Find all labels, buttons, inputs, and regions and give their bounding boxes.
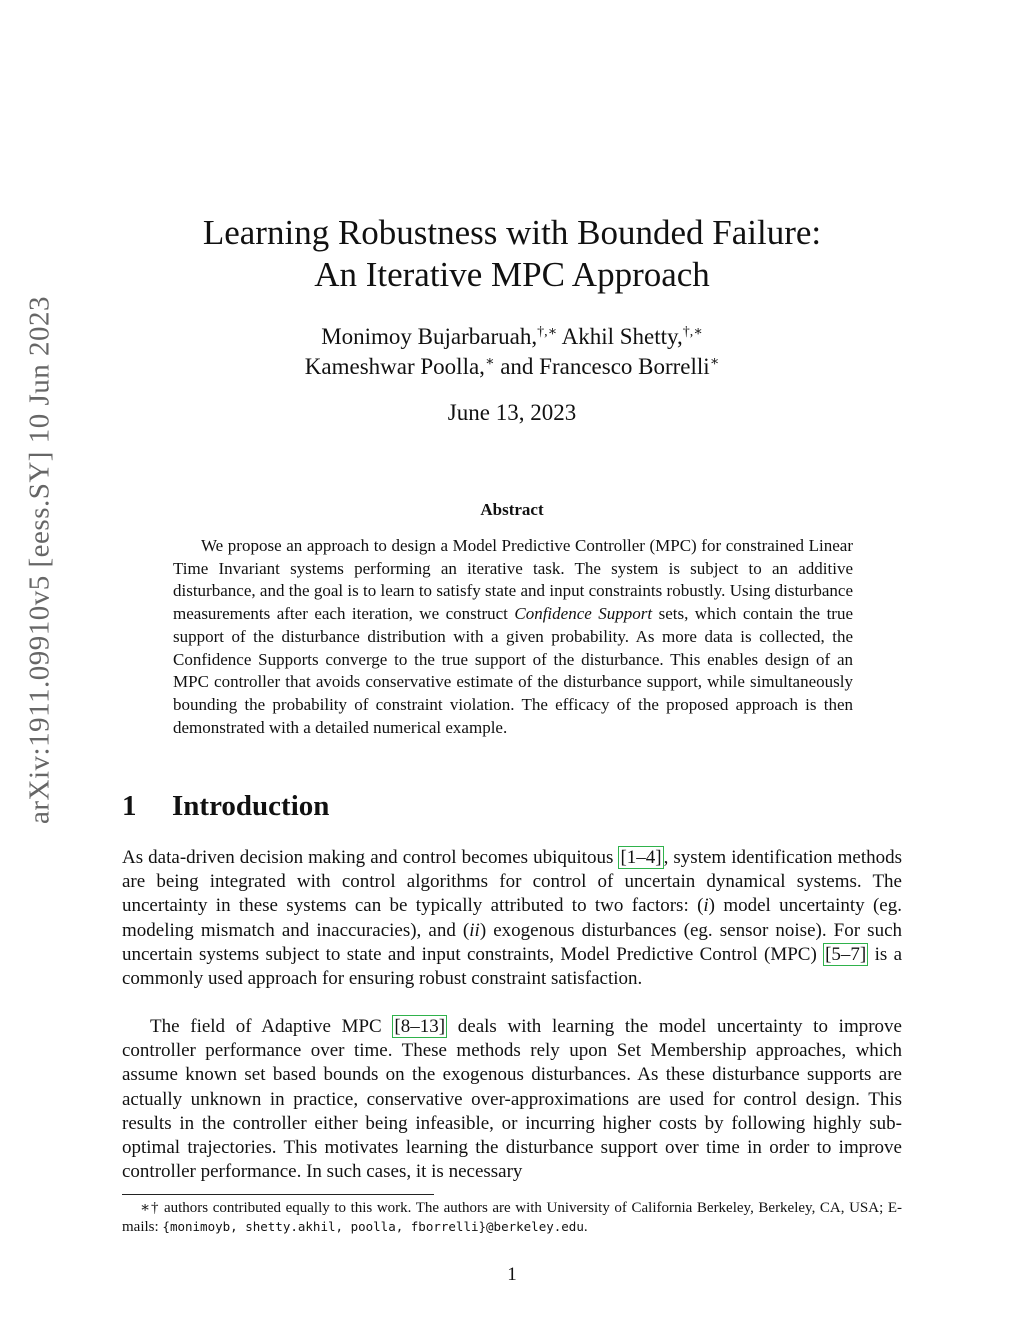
abstract-body (173, 535, 853, 739)
footnote-text: ∗† authors contributed equally to this work. The authors are with University of California Berkeley, Berkeley, CA, USA; E-mails: (122, 1200, 902, 1235)
body-text: ) exogenous disturbances (eg. sensor noise). For such uncertain systems subject to state and input constraints, Model Predictive Control (MPC) (122, 919, 902, 965)
body-text: ) model uncertainty (eg. modeling mismatch and inaccuracies), and ( (122, 895, 902, 941)
abstract-heading: Abstract (480, 500, 544, 519)
footnote (122, 1199, 902, 1236)
body-text: The field of Adaptive MPC (150, 1016, 393, 1037)
footnote-text: . (583, 1218, 588, 1235)
arxiv-watermark (10, 160, 70, 960)
intro-paragraph-1 (122, 846, 902, 991)
title-line-1: Learning Robustness with Bounded Failure: (202, 213, 822, 252)
body-text: is a commonly used approach for ensuring robust constraint satisfaction. (122, 943, 903, 990)
affiliation-mark: ∗ (484, 354, 495, 370)
citation-link[interactable]: [5–7] (825, 943, 867, 965)
arxiv-stamp-text: arXiv:1911.09910v5 [eess.SY] 10 Jun 2023 (23, 296, 56, 824)
author-line-2 (122, 352, 902, 382)
title-line-2: An Iterative MPC Approach (314, 255, 710, 294)
page-number: 1 (507, 1264, 517, 1285)
body-text: As data-driven decision making and control becomes ubiquitous (122, 847, 619, 868)
affiliation-mark: †,∗ (537, 324, 558, 340)
body-text: , system identification methods are being integrated with control algorithms for control of uncertain dynamical systems. The uncertainty in these systems can be typically attributed to two factors: ( (122, 847, 903, 917)
paper-date: June 13, 2023 (447, 400, 577, 425)
author-line-1 (122, 322, 902, 352)
citation-link[interactable]: [8–13] (394, 1016, 446, 1037)
author-name: Akhil Shetty, (557, 324, 683, 349)
author-name: Monimoy Bujarbaruah, (321, 324, 538, 349)
affiliation-mark: †,∗ (682, 324, 703, 340)
abstract-text: sets, which contain the true support of the disturbance distribution with a given probability. As more data is collected, the Confidence Supports converge to the true support of the disturbance. This enables design of an MPC controller that avoids conservative estimate of the disturbance support, while simultaneously bounding the probability of constraint violation. The efficacy of the proposed approach is then demonstrated with a detailed numerical example. (173, 604, 853, 737)
paper-title (122, 212, 902, 296)
intro-paragraph-2 (122, 1015, 902, 1184)
affiliation-mark: ∗ (709, 354, 720, 370)
author-list (122, 322, 902, 382)
section-heading (122, 790, 329, 823)
footnote-divider (122, 1194, 434, 1195)
roman-numeral: i (703, 895, 709, 917)
abstract-emphasis: Confidence Support (514, 604, 653, 624)
abstract-text: We propose an approach to design a Model Predictive Controller (MPC) for constrained Linear Time Invariant systems performing an iterative task. The system is subject to an additive disturbance, and the goal is to learn to satisfy state and input constraints robustly. Using disturbance measurements after each iteration, we construct (173, 536, 853, 624)
section-number: 1 (122, 790, 137, 822)
section-title: Introduction (172, 790, 330, 822)
footnote-emails: {monimoyb, shetty.akhil, poolla, fborrelli}@berkeley.edu (162, 1218, 584, 1234)
author-name: Kameshwar Poolla, (304, 354, 485, 379)
author-name: and Francesco Borrelli (494, 354, 710, 379)
roman-numeral: ii (469, 919, 480, 941)
citation-link[interactable]: [1–4] (620, 847, 662, 868)
body-text: deals with learning the model uncertainty to improve controller performance over time. These methods rely upon Set Membership approaches, which assume known set based bounds on the exogenous disturbances. As these disturbance supports are actually unknown in practice, conservative over-approximations are used for control design. This results in the controller either being infeasible, or incurring higher costs by following highly sub-optimal trajectories. This motivates learning the disturbance support over time in order to improve controller performance. In such cases, it is necessary (122, 1016, 902, 1183)
